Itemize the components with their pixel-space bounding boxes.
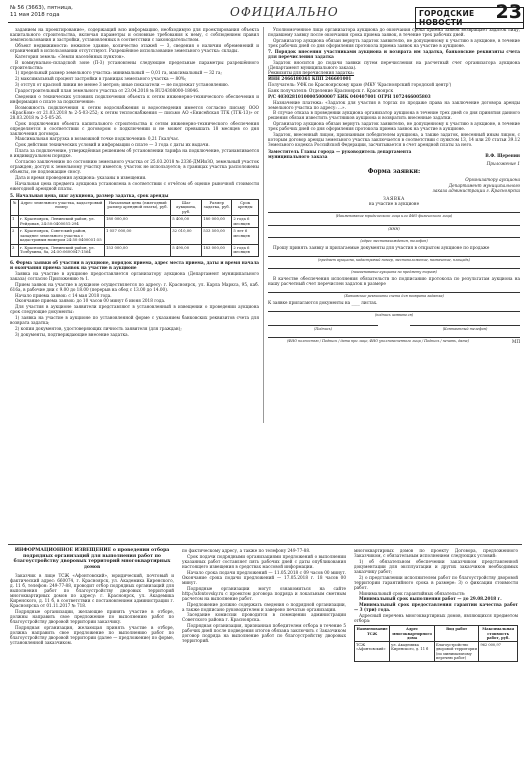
addressee-line: заказа администрации г. Красноярска	[432, 187, 520, 193]
table-cell: 2	[11, 228, 19, 245]
table-cell: г. Красноярск, Ленинский район, ул. Рейдовая, 24:50:0400051:294	[19, 216, 105, 228]
paragraph: 1) заявка на участие в аукционе по установленной форме с указанием банковских реквизитов счета для возврата задатка;	[10, 315, 259, 326]
form-line	[268, 320, 378, 326]
column-divider	[263, 27, 264, 423]
form-line	[268, 220, 520, 226]
field-caption: (предмет аукциона, кадастровый номер, местоположение, назначение, площадь)	[318, 257, 470, 262]
table-cell: г. Красноярск, Советский район, западнее земельного участка с кадастровым номером 24:50:0400051:55	[19, 228, 105, 245]
table-cell: г. Красноярск, Ленинский район, ул. Толбухина, 8а, 24:50:0600047:1564	[19, 244, 105, 256]
form-line	[268, 251, 520, 257]
field-caption: (наименование аукциона по предмету торгов)	[351, 269, 437, 274]
paragraph: Подрядные организации, желающие принять участие в отборе, должны направить свое предложение по выполнению работ по благоустройству дворовой территории заказчику.	[10, 609, 174, 625]
form-line	[268, 332, 520, 338]
signature-block	[268, 149, 520, 161]
paragraph: Задаток, внесенный лицом, признанным победителем аукциона, а также задаток, внесенный иным лицом, с которым договор аренды земельного участка заключается в соответствии с пунктом 13, 14 или 20 статьи 39.12 Земельного кодекса Российской Федерации, засчитывается в счет арендной платы за него.	[268, 132, 520, 148]
table-header-cell: Срок аренды	[232, 199, 259, 216]
table-cell: 180 000,00	[105, 216, 171, 228]
paragraph: Адресный перечень многоквартирных домов, являющихся предметом отбора:	[354, 613, 518, 624]
table-cell: ул. Академика Киренского, д. 11 б	[390, 642, 435, 662]
paragraph: Организатор аукциона обязан вернуть задаток заявителю, не допущенному к участию в аукционе, в течение трех рабочих дней со дня оформления протокола приема заявок на участие в аукционе.	[268, 121, 520, 132]
table-cell: 5 400,00	[171, 216, 202, 228]
paragraph: Подрядная организация, желающая принять участие в отборе, должна направить свое предложение по выполнению работ по благоустройству дворовой территории (далее — предложение) по форме, установленной заказчиком.	[10, 624, 174, 645]
paragraph: 1) предельный размер земельного участка: минимальный — 0,01 га, максимальный — 32 га;	[15, 70, 222, 76]
table-title: 5. Начальная цена, шаг аукциона, размер задатка, срок аренды	[10, 192, 169, 198]
application-title: ЗАЯВКА	[383, 195, 405, 201]
addressee-line: Организатору аукциона	[465, 177, 520, 183]
table-cell: 3	[11, 244, 19, 256]
paragraph: Объект недвижимости: нежилое здание, количество этажей — 3, сведения о наличии обременений и ограничений в использовании отсутствуют. Разрешённое использование земельного участка: склады.	[10, 42, 259, 53]
requisites-line: ИНН 2466180361 КПП 246601001	[268, 76, 352, 82]
issue-info	[10, 5, 73, 19]
addressee-line: Департамент муниципального	[448, 182, 520, 188]
table-cell: 2 года 6 месяцев	[232, 216, 259, 228]
paragraph: Подрядная организация, признанная победителем отбора в течение 5 рабочих дней после подведения итогов обязана заключить с Заказчиком договор подряда на выполнение работ по благоустройству дворовых территорий.	[182, 623, 346, 644]
table-header-cell: Наименование ТСЖ	[355, 626, 390, 642]
table-cell: 1	[11, 216, 19, 228]
table-row	[11, 228, 259, 245]
lots-table	[10, 199, 259, 257]
table-cell: 153 000,00	[105, 244, 171, 256]
field-caption: (Наименование юридического лица или ФИО физического лица)	[335, 214, 453, 219]
form-title: Форма заявки:	[367, 168, 421, 176]
paragraph: Возможность подключения к сетям водоснабжения и водоотведения имеется согласно письму ООО «КрасКом» от 21.03.2018 № 2-5-03-252; к сетям теплоснабжения — письмо АО «Енисейская ТГК (ТГК-13)» от 28.03.2018 № 2-5-05-26.	[10, 104, 259, 120]
page-header	[8, 1, 524, 27]
paragraph: Начальная цена предмета аукциона установлена в соответствии с отчётом об оценке рыночной стоимости ежегодной арендной платы.	[10, 180, 259, 191]
section-divider	[8, 544, 522, 545]
field-caption: (ФИО полностью / Подпись / дата при лице, ФИО уполномоченного лица / Подпись / печать, дата)	[287, 339, 469, 344]
newspaper-logo: ГОРОДСКИЕ НОВОСТИ	[415, 7, 524, 29]
paragraph: Предложение должно содержать сведения о подрядной организации, а также подписано руководителем и заверено печатью организации.	[182, 601, 346, 612]
field-caption: (Контактный телефон)	[442, 327, 488, 332]
requisites-line: Банк получателя: Отделение Красноярск г. Красноярск	[268, 87, 394, 93]
stamp-place: МП	[512, 339, 520, 345]
paragraph: К заявке прилагаются документы на ____ листах.	[268, 299, 378, 305]
paragraph: Срок подключения объекта капитального строительства к сетям инженерно-технического обеспечения определяется в соответствии с договором о подключении и не может превышать 18 месяцев со дня заключения договора.	[10, 120, 259, 136]
field-caption: (ИНН)	[388, 226, 400, 231]
table-cell: 5 лет 6 месяцев	[232, 228, 259, 245]
paragraph: заданием на проектирование», содержащий всю информацию, необходимую для проектирования объекта капитального строительства, включая параметры и основные требования к нему, с соблюдением правил землепользования и застройки, установленных в соответствии с законодательством.	[10, 27, 259, 43]
paragraph: 1) об обязательном обеспечении заказчиком представленной документации для эксплуатации и других заказчиков необходимых заказчику работ;	[354, 558, 518, 574]
right-column	[268, 27, 520, 344]
form-line	[268, 306, 520, 312]
paragraph: 3) отступ от красной линии не менее 3 метров; иные показатели — не подлежат установлению.	[15, 82, 230, 88]
form-footer-row	[268, 339, 520, 344]
notice-column-3	[354, 548, 518, 662]
signer-name: В.Ф. Щеренин	[485, 153, 520, 159]
table-row	[11, 216, 259, 228]
paragraph: Прошу принять заявку и прилагаемые документы для участия в открытом аукционе по продаже	[273, 244, 490, 250]
requisites-line: Р/С 40302810100005000007 БИК 040407001 ОГРН 1072466005803	[268, 93, 431, 99]
paragraph: Категория земель: «Земли населённых пунктов».	[15, 53, 126, 59]
form-line	[268, 232, 520, 238]
table-header-cell: Шаг аукциона, руб.	[171, 199, 202, 216]
form-footer	[268, 319, 520, 331]
paragraph: Для участия в аукционе заявители представляют в установленный в извещении о проведении аукциона срок следующие документы:	[10, 304, 259, 315]
paragraph: Уполномоченное лицо организатора аукциона до окончания срока приема заявок возвращает задаток лицу, подавшему заявку после окончания срока приема заявок, в течение трех рабочих дней.	[268, 27, 520, 38]
field-caption: (Подпись)	[314, 327, 332, 332]
table-cell: 2 года 6 месяцев	[232, 244, 259, 256]
issue-number: № 56 (3663), пятница,	[10, 5, 73, 11]
form-line	[268, 207, 520, 213]
requisites-line: Получатель: УФК по Красноярскому краю (МКУ 'Красноярский городской центр')	[268, 82, 452, 88]
paragraph: Градостроительный план земельного участка от 23.04.2018 № RU24308000-18046.	[15, 87, 200, 93]
paragraph: 2) о представлении исполнителем работ по благоустройству дворовой территории гарантийного срока в размере: 3) о фиксации стоимости работ.	[354, 574, 518, 590]
table-cell: Благоустройство дворовой территории (по минимальному перечню работ)	[436, 643, 477, 661]
field-caption: (Банковские реквизиты счета для возврата задатка)	[344, 293, 444, 298]
notice-column-1	[10, 548, 174, 646]
table-cell: 32 010,00	[171, 228, 202, 245]
paragraph: 2) копии документов, удостоверяющих личность заявителя (для граждан);	[15, 325, 182, 331]
paragraph: 3) документы, подтверждающие внесение задатка.	[15, 331, 129, 337]
paragraph: Заседание комиссии проводится в помещении администрации Советского района г. Красноярска.	[182, 612, 346, 623]
paragraph: Заявка на участие в аукционе предоставляется организатору аукциона (Департамент муниципального заказа) согласно Приложению № 1.	[10, 270, 259, 281]
table-row	[11, 244, 259, 256]
table-header-cell: Начальная цена (ежегодный размер арендной платы), руб.	[105, 199, 171, 216]
annex-label: Приложение 1	[486, 161, 520, 167]
paragraph: по фактическому адресу, а также по телефону 249-77-88.	[182, 548, 311, 553]
table-cell: 180 000,00	[202, 216, 232, 228]
notice-column-2	[182, 548, 346, 644]
paragraph: Назначение платежа: «Задаток для участия в торгах по продаже права на заключение договора аренды земельного участка по адресу: ...».	[268, 99, 520, 110]
paragraph: В качестве обеспечения исполнения обязательств по подписанию протокола по результатам аукциона на нашу расчетный счет перечислен задаток в размере	[268, 275, 520, 286]
paragraph: Срок подачи подрядными организациями предложений о выполнении указанных работ составляет пять рабочих дней с даты опубликования настоящего извещения в средствах массовой информации.	[182, 553, 346, 569]
table-row	[355, 642, 518, 662]
addressee-block	[268, 177, 520, 192]
notice-title: ИНФОРМАЦИОННОЕ ИЗВЕЩЕНИЕ о проведении отбора подрядных организаций для выполнения работ по благоустройству дворовых территорий многоквартирных домов	[13, 548, 171, 570]
section-title: 6. Форма заявки об участии в аукционе, порядок приема, адрес места приема, даты и время начала и окончания приема заявок на участие в аукционе	[10, 259, 259, 271]
table-header-cell: №	[11, 199, 19, 216]
paragraph: Минимальный срок выполнения работ — до 29.08.2018 г.	[359, 596, 502, 602]
form-line	[410, 320, 520, 326]
table-header-cell: Адрес многоквартирного дома	[390, 626, 435, 642]
paragraph: Начало срока подачи предложений — 11.05.2018 с 09 часов 00 минут. Окончание срока подачи предложений — 17.05.2018 г. 18 часов 00 минут.	[182, 569, 346, 585]
table-header-cell: Размер задатка, руб.	[202, 199, 232, 216]
table-header-row	[11, 199, 259, 216]
application-subtitle: на участие в аукционе	[368, 201, 420, 207]
table-cell: ТСЖ «Афонтовский»	[355, 642, 390, 662]
paragraph: 2) максимальный процент застройки в границах земельного участка — 80%;	[15, 76, 187, 82]
paragraph: Дата и время проведения аукциона: указаны в извещении.	[15, 174, 147, 180]
signer-role: Заместитель Главы города — руководитель департамента муниципального заказа	[268, 149, 412, 160]
paragraph: Максимальная нагрузка в возможной точке подключения: 0,21 Гкал/час.	[15, 136, 180, 142]
paragraph: Сведения о технических условиях подключения объекта к сетям инженерно-технического обеспечения и информация о плате за подключение:	[10, 93, 259, 104]
section-rubric: ОФИЦИАЛЬНО	[230, 5, 339, 19]
page-number: 23	[495, 1, 522, 23]
paragraph: Согласно заключению по состоянию земельного участка от 25.03.2018 № 2336-ДМИиЗО, земельный участок огражден; доступ к земельному участку имеется; участок не используется; в границах участка расположены объекты, не подлежащие сносу.	[10, 158, 259, 174]
table-cell: 183 000,00	[202, 244, 232, 256]
paragraph: Задаток вносится до подачи заявки путем перечисления на расчетный счет организатора аукциона (Департамент муниципального заказа).	[268, 59, 520, 70]
field-caption: (подпись заявителя)	[374, 313, 414, 318]
table-cell: 962 000,97	[479, 642, 518, 662]
paragraph: В случае отказа в проведении аукциона организатор аукциона в течение трех дней со дня принятия данного решения обязан известить участников аукциона и возвратить внесенные задатки.	[268, 110, 520, 121]
table-cell: 5 490,00	[171, 244, 202, 256]
left-column	[10, 27, 259, 338]
table-header-cell: Максимальная стоимость работ, руб.	[479, 626, 518, 642]
paragraph: Плата за подключение, утверждённая решением об установлении тарифа на подключение, устанавливается в индивидуальном порядке.	[10, 148, 259, 159]
form-line	[268, 287, 520, 293]
paragraph: Минимальный срок предоставления гарантии качества работ — 3 (три) года.	[354, 602, 518, 613]
form-line	[268, 263, 520, 269]
paragraph: многоквартирных домов по проекту Договора, предложенного Заказчиком, с обязательным исполнением следующих условий:	[354, 548, 518, 559]
table-header-cell: Вид работ	[435, 626, 479, 642]
paragraph: Прием заявок на участие в аукционе осуществляется по адресу: г. Красноярск, ул. Карла Маркса, 95, каб. 616а, в рабочие дни с 9.00 до 18.00 (перерыв на обед с 13.00 до 14.00).	[10, 281, 259, 292]
table-header-cell: Адрес земельного участка, кадастровый номер	[19, 199, 105, 216]
paragraph: Минимальный срок гарантийных обязательств:	[359, 590, 466, 596]
table-cell: 533 500,00	[202, 228, 232, 245]
paragraph: Организатор аукциона обязан вернуть задаток заявителю, не допущенному к участию в аукционе, в течение трех рабочих дней со дня оформления протокола приема заявок на участие в аукционе.	[268, 37, 520, 48]
section-title: 7. Порядок внесения участниками аукциона и возврата им задатка, банковские реквизиты счета для перечисления задатка	[268, 48, 520, 59]
paragraph: В коммунально-складской зоне (П-3) установлены следующие предельные параметры разрешённого строительства:	[10, 59, 259, 70]
table-header-row	[355, 626, 518, 642]
paragraph: Окончание приема заявок: до 10 часов 00 минут 6 июня 2018 года.	[15, 298, 166, 304]
paragraph: Заказчик в лице ТСЖ «Афонтовский», юридический, почтовый и фактический адрес: 660074, г. Красноярск, ул. Академика Киренского, д. 11 б, телефон: 249-77-88, проводит отбор подрядных организаций для выполнения работ по благоустройству дворовых территорий многоквартирных домов по адресу: г. Красноярск, ул. Академика Киренского, д. 11 б, в соответствии с постановлением администрации г. Красноярска от 01.11.2017 № 718.	[10, 573, 174, 609]
paragraph: Срок действия технических условий и информации о плате — 3 года с даты их выдачи.	[15, 142, 210, 148]
table-cell: 1 057 000,00	[105, 228, 171, 245]
field-caption: (адрес местонахождения, телефон)	[360, 238, 428, 243]
paragraph: Начало приема заявок: с 14 мая 2018 года.	[15, 292, 112, 298]
paragraph: Подрядные организации могут ознакомиться на сайте http://afontovsky.ru с проектом договора подряда и локальным сметным расчетом на выполнение работ.	[182, 585, 346, 601]
requisites-title: Реквизиты для перечисления задатка:	[268, 70, 355, 76]
issue-date: 11 мая 2018 года	[10, 12, 60, 19]
houses-table	[354, 625, 518, 662]
